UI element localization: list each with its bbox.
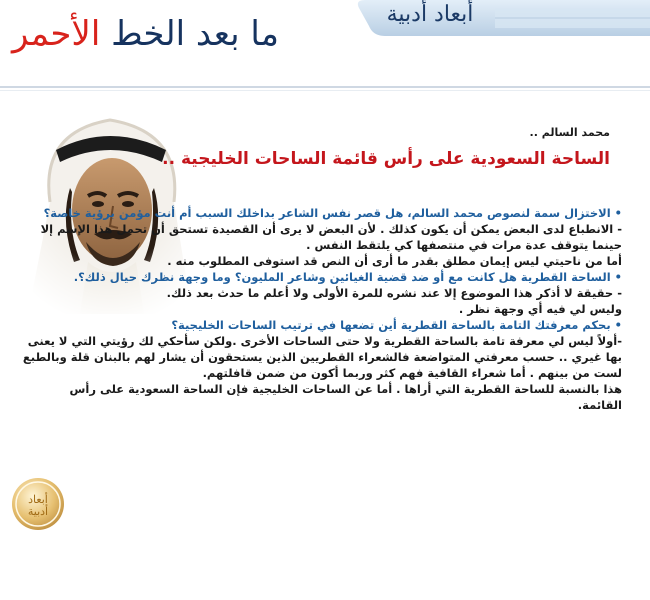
answer-2a: - حقيقة لا أذكر هذا الموضوع إلا عند نشره للمرة الأولى ولا أعلم ما حدث بعد ذلك. (166, 286, 622, 300)
article-author: محمد السالم .. (529, 126, 610, 139)
section-label: أبعاد أدبية (386, 2, 474, 27)
question-3: • بحكم معرفتك التامة بالساحة القطرية أين تضعها في ترتيب الساحات الخليجية؟ (171, 318, 622, 332)
header-divider (0, 86, 650, 88)
article-body (22, 205, 622, 413)
answer-1b: أما من ناحيتي ليس إيمان مطلق بقدر ما أرى أن النص قد استوفى المطلوب منه . (167, 254, 622, 268)
answer-3b: هذا بالنسبة للساحة القطرية التي أراها . أما عن الساحات الخليجية فإن الساحة السعودية على رأس القائمة. (69, 382, 622, 412)
page-title-part2: الأحمر (12, 14, 112, 54)
question-1: • الاختزال سمة لنصوص محمد السالم، هل قصر نفس الشاعر بداخلك السبب أم أنت مؤمن برؤية خاصة؟ (43, 206, 622, 220)
logo-text-bottom: أدبية (27, 505, 49, 518)
answer-2b: وليس لي فيه أي وجهة نظر . (458, 302, 622, 316)
page-title (12, 14, 332, 68)
header-divider-thin (0, 90, 650, 91)
answer-3a: -أولاً ليس لي معرفة تامة بالساحة القطرية ولا حتى الساحات الأخرى .ولكن سأحكي لك رؤيتي التي لا يعنى بها غيري .. حسب معرفتي المتواضعة فالشعراء القطريين الذين يستحقون أن يشار لهم بالبنان قلة وبالطبع لست من بينهم . أما شعراء القافية فهم كثر وربما أكون من ضمن قافلتهم. (22, 334, 622, 380)
page-title-part1: ما بعد الخط (111, 14, 280, 54)
magazine-logo-text (16, 494, 60, 518)
answer-1a: - الانطباع لدى البعض يمكن أن يكون كذلك . لأن البعض لا يرى أن القصيدة تستحق أن تحمل هذا الإسم إلا حينما يتوقف عدة مرات في منتصفها كي يلتقط النفس . (40, 222, 622, 252)
question-2: • الساحة القطرية هل كانت مع أو ضد قضية الغيائين وشاعر المليون؟ وما وجهة نظرك حيال ذلك؟. (73, 270, 622, 284)
article-headline: الساحة السعودية على رأس قائمة الساحات الخليجية .. (162, 149, 610, 169)
logo-text-top: أبعاد (28, 493, 48, 506)
